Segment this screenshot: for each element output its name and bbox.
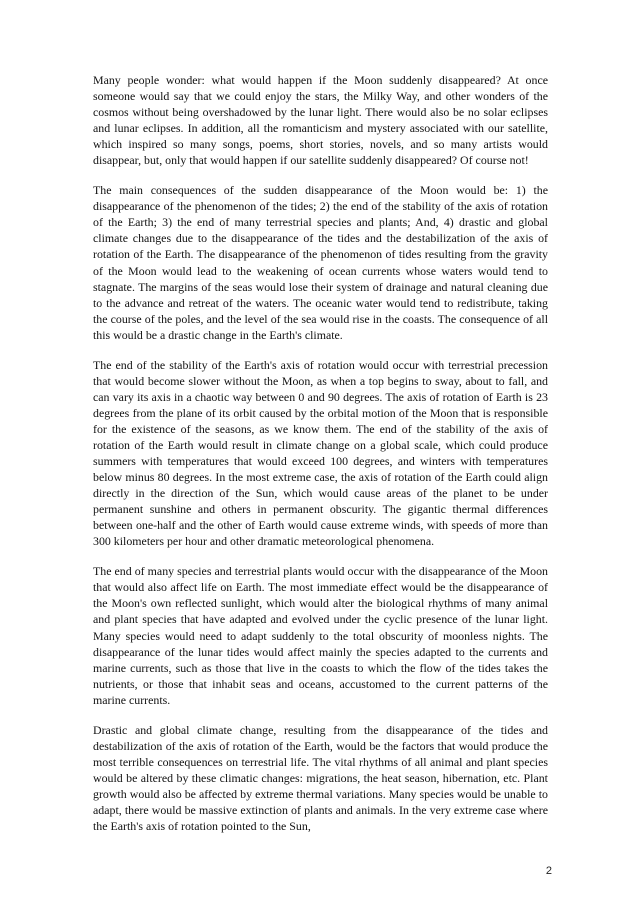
paragraph-intro: Many people wonder: what would happen if the Moon suddenly disappeared? At once someone would say that we could enjoy the stars, the Milky Way, and other wonders of the cosmos without being overshadowed by the lunar light. There would also be no solar eclipses and lunar eclipses. In addition, all the romanticism and mystery associated with our satellite, which inspired so many songs, poems, short stories, novels, and so many artists would disappear, but, only that would happen if our satellite suddenly disappeared? Of course not! [93,73,548,168]
page-number: 2 [545,865,552,877]
paragraph-species-plants: The end of many species and terrestrial plants would occur with the disappearance of the Moon that would also affect life on Earth. The most immediate effect would be the disappearance of the Moon's own reflected sunlight, which would alter the biological rhythms of many animal and plant species that have adapted and evolved under the cyclic presence of the lunar light. Many species would need to adapt suddenly to the total obscurity of moonless nights. The disappearance of the lunar tides would affect mainly the species adapted to the currents and marine currents, such as those that live in the coasts to which the flow of the tides takes the nutrients, or those that inhabit seas and oceans, accustomed to the current patterns of the marine currents. [93,564,548,707]
paragraph-climate-change: Drastic and global climate change, resulting from the disappearance of the tides and destabilization of the axis of rotation of the Earth, would be the factors that would produce the most terrible consequences on terrestrial life. The vital rhythms of all animal and plant species would be altered by these climatic changes: migrations, the heat season, hibernation, etc. Plant growth would also be affected by extreme thermal variations. Many species would be unable to adapt, there would be massive extinction of plants and animals. In the very extreme case where the Earth's axis of rotation pointed to the Sun, [93,722,548,834]
paragraph-axis-stability: The end of the stability of the Earth's axis of rotation would occur with terrestrial precession that would become slower without the Moon, as when a top begins to sway, about to fall, and can vary its axis in a chaotic way between 0 and 90 degrees. The axis of rotation of Earth is 23 degrees from the plane of its orbit caused by the orbital motion of the Moon that is responsible for the existence of the seasons, as we know them. The end of the stability of the axis of rotation of the Earth would result in climate change on a global scale, which could produce summers with temperatures that would exceed 100 degrees, and winters with temperatures below minus 80 degrees. In the most extreme case, the axis of rotation of the Earth could align directly in the direction of the Sun, which would cause areas of the planet to be under permanent sunshine and others in permanent obscurity. The gigantic thermal differences between one-half and the other of Earth would cause extreme winds, with speeds of more than 300 kilometers per hour and other dramatic meteorological phenomena. [93,357,548,549]
page-body [93,72,548,848]
paragraph-main-consequences: The main consequences of the sudden disappearance of the Moon would be: 1) the disappearance of the phenomenon of the tides; 2) the end of the stability of the axis of rotation of the Earth; 3) the end of many terrestrial species and plants; And, 4) drastic and global climate changes due to the disappearance of the tides and the destabilization of the axis of rotation of the Earth. The disappearance of the phenomenon of tides resulting from the gravity of the Moon would lead to the weakening of ocean currents whose waters would tend to stagnate. The margins of the seas would lose their system of drainage and natural cleaning due to the advance and retreat of the waters. The oceanic water would tend to redistribute, taking the course of the poles, and the level of the sea would rise in the coasts. The consequence of all this would be a drastic change in the Earth's climate. [93,183,548,342]
